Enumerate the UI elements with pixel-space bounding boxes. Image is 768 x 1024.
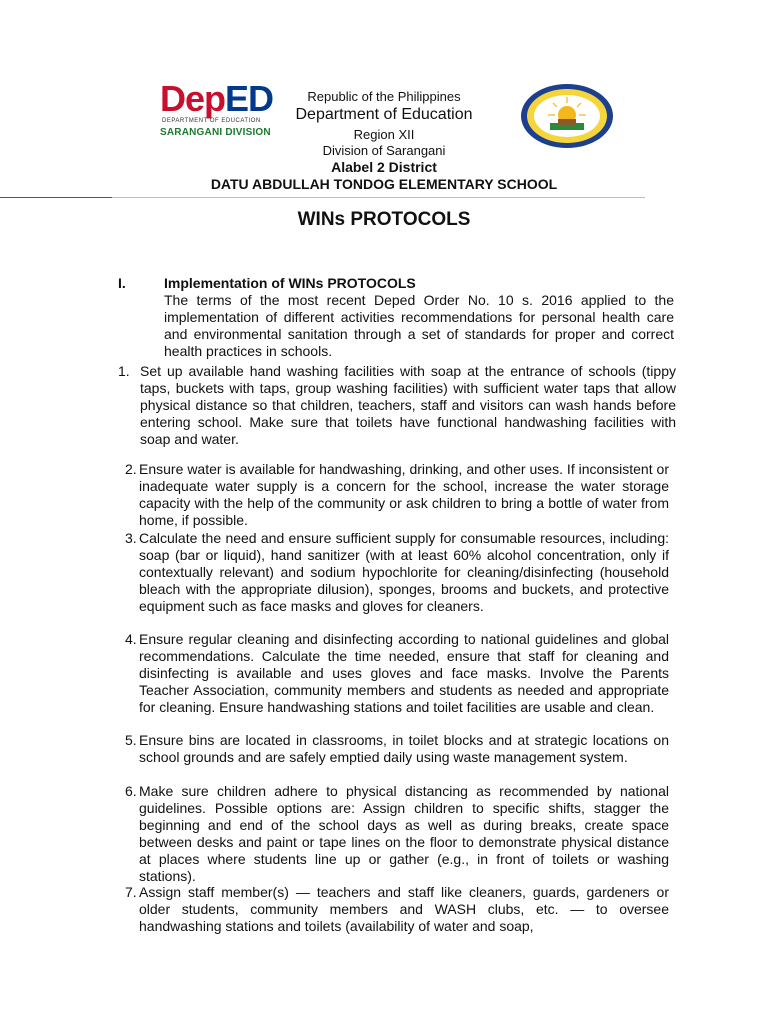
section-number: I.: [118, 275, 126, 291]
list-item-text: Assign staff member(s) — teachers and staff like cleaners, guards, gardeners or older students, community members and WASH clubs, etc. — to oversee handwashing stations and toilets (availability of water and soap,: [139, 884, 669, 934]
republic-line: Republic of the Philippines: [307, 89, 461, 104]
deped-logo-subtitle: DEPARTMENT OF EDUCATION: [162, 118, 261, 124]
list-item-text: Ensure regular cleaning and disinfecting according to national guidelines and global recommendations. Calculate the time needed, ensure that staff for cleaning and disinfecting is available and uses gloves and face masks. Involve the Parents Teacher Association, community members and students as needed and appropriate for cleaning. Ensure handwashing stations and toilet facilities are usable and clean.: [139, 631, 669, 715]
list-item-text: Ensure water is available for handwashing, drinking, and other uses. If inconsistent or inadequate water supply is a concern for the school, increase the water storage capacity with the help of the community or ask children to bring a bottle of water from home, if possible.: [139, 461, 669, 528]
deped-logo-division: SARANGANI DIVISION: [160, 127, 271, 138]
district-line: Alabel 2 District: [331, 159, 437, 175]
letterhead: [0, 80, 768, 200]
list-item-number: 5.: [125, 732, 137, 748]
page-title: WINs PROTOCOLS: [297, 209, 471, 230]
list-item-text: Make sure children adhere to physical distancing as recommended by national guidelines. Possible options are: Assign children to specific shifts, stagger the beginning and end of the school days as well as during breaks, create space between desks and paint or tape lines on the floor to demonstrate physical distance at places where students line up or gather (e.g., in front of toilets or washing stations).: [139, 783, 669, 884]
deped-logo-word: DepED: [160, 78, 274, 119]
school-name: DATU ABDULLAH TONDOG ELEMENTARY SCHOOL: [210, 176, 558, 192]
list-item-number: 1.: [118, 363, 130, 379]
list-item-number: 7.: [125, 884, 137, 900]
list-item-text: Calculate the need and ensure sufficient supply for consumable resources, including: soap (bar or liquid), hand sanitizer (with at least 60% alcohol concentration, only if contextually relevant) and sodium hypochlorite for cleaning/disinfecting (household bleach with the appropriate dilusion), sponges, brooms and buckets, and protective equipment such as face masks and gloves for cleaners.: [139, 530, 669, 614]
list-item-number: 3.: [125, 530, 137, 546]
section-heading: Implementation of WINs PROTOCOLS: [164, 275, 416, 291]
department-line: Department of Education: [295, 106, 473, 123]
region-line: Region XII: [353, 127, 415, 142]
list-item-text: Ensure bins are located in classrooms, in toilet blocks and at strategic locations on school grounds and are safely emptied daily using waste management system.: [139, 732, 669, 765]
list-item-text: Set up available hand washing facilities with soap at the entrance of schools (tippy taps, buckets with taps, group washing facilities) with sufficient water taps that allow physical distance so that children, teachers, staff and visitors can wash hands before entering school. Make sure that toilets have functional handwashing facilities with soap and water.: [140, 363, 676, 447]
list-item-number: 4.: [125, 631, 137, 647]
list-item-number: 2.: [125, 461, 137, 477]
list-item-number: 6.: [125, 783, 137, 799]
section-intro: The terms of the most recent Deped Order No. 10 s. 2016 applied to the implementation of different activities recommendations for personal health care and environmental sanitation through a set of standards for proper and correct health practices in schools.: [164, 292, 674, 359]
division-line: Division of Sarangani: [322, 143, 446, 158]
header-divider-accent: [0, 197, 112, 198]
